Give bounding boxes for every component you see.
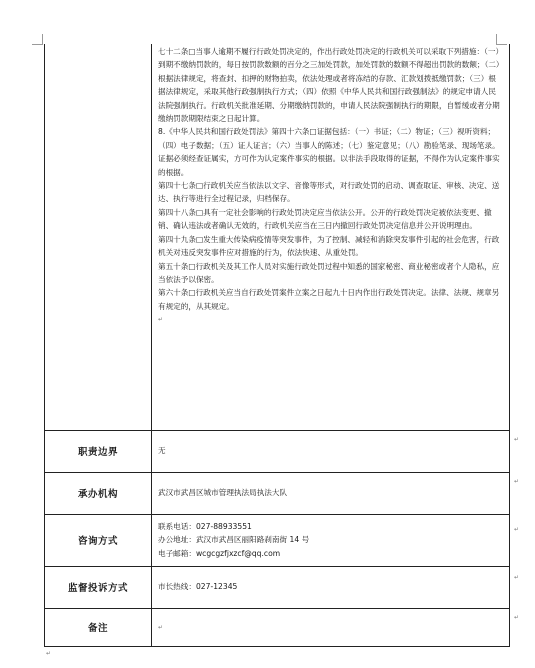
- row-label: 监督投诉方式: [45, 566, 152, 608]
- contact-address: 办公地址：武汉市武昌区丽阳路刹南街 14 号: [158, 535, 310, 545]
- row-value: 市长热线：027-12345: [152, 566, 510, 608]
- row-label: 咨询方式: [45, 514, 152, 566]
- page-end-mark: ↵: [46, 650, 52, 657]
- row-value: 武汉市武昌区城市管理执法局执法大队: [152, 472, 510, 514]
- paragraph-mark: ↵: [158, 316, 164, 324]
- row-end-mark: ↵: [513, 478, 519, 485]
- paragraph-evidence: 8.《中华人民共和国行政处罚法》第四十六条□证据包括：（一）书证；（二）物证；（三）视听资料；（四）电子数据；（五）证人证言；（六）当事人的陈述；（七）鉴定意见；（八）勘验笔录、现场笔录。证据必须经查证属实，方可作为认定案件事实的根据。以非法手段取得的证据，不得作为认定案件事实的根据。: [158, 127, 500, 177]
- row-end-mark: ↵: [513, 614, 519, 621]
- row-end-mark: ↵: [513, 526, 519, 533]
- row-end-mark: ↵: [513, 436, 519, 443]
- paragraph-penalty-measures: 七十二条□当事人逾期不履行行政处罚决定的，作出行政处罚决定的行政机关可以采取下列措施：（一）到期不缴纳罚款的，每日按罚款数额的百分之三加处罚款，加处罚款的数额不得超出罚款的数额；（二）根据法律规定，将查封、扣押的财物拍卖，依法处理或者将冻结的存款、汇款划拨抵缴罚款；（三）根据法律规定，采取其他行政强制执行方式；（四）依照《中华人民共和国行政强制法》的规定申请人民法院强制执行。行政机关批准延期、分期缴纳罚款的，申请人民法院强制执行的期限，自暂缓或者分期缴纳罚款期限结束之日起计算。: [158, 47, 500, 124]
- row-label: 职责边界: [45, 430, 152, 472]
- paragraph-disclosure: 第四十八条□具有一定社会影响的行政处罚决定应当依法公开。公开的行政处罚决定被依法变更、撤销、确认违法或者确认无效的，行政机关应当在三日内撤回行政处罚决定信息并公开说明理由。: [158, 207, 492, 231]
- paragraph-deadline: 第六十条□行政机关应当自行政处罚案件立案之日起九十日内作出行政处罚决定。法律、法规、规章另有规定的，从其规定。: [158, 288, 500, 311]
- table-row: [45, 430, 510, 472]
- row-value: ↵: [152, 608, 510, 646]
- info-table: [44, 44, 510, 647]
- paragraph-record: 第四十七条□行政机关应当依法以文字、音像等形式，对行政处罚的启动、调查取证、审核、决定、送达、执行等进行全过程记录，归档保存。: [158, 181, 500, 204]
- table-row: [45, 566, 510, 608]
- table-row-legal-basis: [45, 44, 510, 430]
- table-row: [45, 514, 510, 566]
- paragraph-confidentiality: 第五十条□行政机关及其工作人员对实施行政处罚过程中知悉的国家秘密、商业秘密或者个人隐私，应当依法予以保密。: [158, 261, 500, 284]
- table-row: [45, 608, 510, 646]
- contact-phone: 联系电话：027-88933551: [158, 521, 252, 531]
- row-label: 承办机构: [45, 472, 152, 514]
- contact-email: 电子邮箱：wcgcgzfjxzcf@qq.com: [158, 548, 281, 558]
- row-value: 无: [152, 430, 510, 472]
- legal-basis-label-cell: [45, 44, 152, 430]
- crop-mark-top-left: [32, 34, 43, 45]
- row-end-mark: ↵: [513, 574, 519, 581]
- row-label: 备注: [45, 608, 152, 646]
- legal-basis-cell: [152, 44, 510, 430]
- table-row: [45, 472, 510, 514]
- paragraph-emergency: 第四十九条□发生重大传染病疫情等突发事件，为了控制、减轻和消除突发事件引起的社会危害，行政机关对违反突发事件应对措施的行为，依法快速、从重处罚。: [158, 234, 500, 258]
- row-value: [152, 514, 510, 566]
